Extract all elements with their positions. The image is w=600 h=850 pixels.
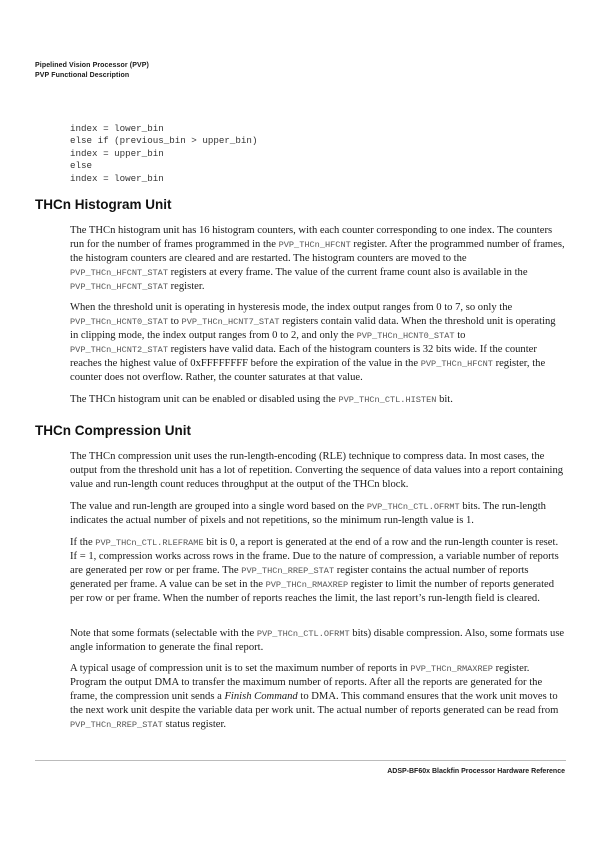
- register-name: PVP_THCn_HCNT0_STAT: [70, 317, 168, 327]
- code-line: else if (previous_bin > upper_bin): [70, 135, 258, 147]
- code-line: index = lower_bin: [70, 123, 164, 134]
- paragraph-text: The value and run-length are grouped into a single word based on the: [70, 501, 367, 512]
- register-name: PVP_THCn_CTL.RLEFRAME: [95, 538, 204, 548]
- header-title: [35, 61, 149, 71]
- paragraph-text: registers at every frame. The value of the current frame count also is available in the: [168, 267, 528, 278]
- paragraph: [70, 224, 565, 294]
- paragraph: [70, 450, 565, 492]
- header-title-text: Pipelined Vision Processor (PVP): [35, 62, 149, 69]
- register-name: PVP_THCn_CTL.HISTEN: [338, 395, 437, 405]
- register-name: PVP_THCn_HFCNT_STAT: [70, 282, 168, 292]
- pseudocode-block: [70, 123, 257, 185]
- paragraph-text: bit is 0, a report is generated at the end of a row and the run-length counter is reset. If = 1, compression works across rows in the frame. Due to the nature of compression, a variable number of reports are generated per row or per frame. The: [70, 537, 559, 576]
- register-name: PVP_THCn_CTL.OFRMT: [366, 502, 460, 512]
- paragraph-text: to DMA. This command ensures that the work unit moves to the next work unit despite the variable data per work unit. The actual number of reports generated can be read from: [70, 691, 559, 716]
- header-subtitle: [35, 71, 149, 81]
- code-line: index = lower_bin: [70, 172, 164, 184]
- paragraph-text: bits) disable compression. Also, some formats use angle information to generate the final report.: [70, 628, 565, 653]
- paragraph-text: register, the counter does not overflow. Rather, the counter saturates at that value.: [70, 358, 546, 383]
- paragraph: [70, 500, 565, 528]
- paragraph-text: to: [454, 330, 466, 341]
- register-name: PVP_THCn_RREP_STAT: [70, 720, 163, 730]
- code-line: else: [70, 160, 93, 172]
- paragraph-text: registers contain valid data. When the threshold unit is operating in clipping mode, the index output ranges from 0 to 2, and only the: [70, 316, 556, 341]
- section-heading-compression: THCn Compression Unit: [35, 423, 192, 438]
- register-name: PVP_THCn_RMAXREP: [410, 664, 493, 674]
- paragraph-text: When the threshold unit is operating in hysteresis mode, the index output ranges from 0 to 7, so only the: [70, 302, 513, 313]
- paragraph-text: The THCn histogram unit has 16 histogram counters, with each counter corresponding to one index. The counters run for the number of frames programmed in the: [70, 225, 553, 250]
- paragraph-text: The THCn compression unit uses the run-length-encoding (RLE) technique to compress data. In most cases, the output from the threshold unit has a lot of repetition. Converting the sequence of data values into a report containing value and run-length count reduces throughput at the output of the THCn block.: [70, 451, 564, 490]
- paragraph-text: If the: [70, 537, 96, 548]
- register-name: PVP_THCn_HFCNT_STAT: [70, 268, 168, 278]
- register-name: PVP_THCn_HFCNT: [420, 359, 493, 369]
- emphasis-term: Finish Command: [224, 691, 298, 702]
- running-footer: ADSP-BF60x Blackfin Processor Hardware Reference: [387, 768, 565, 775]
- paragraph-text: register. Program the output DMA to transfer the maximum number of reports. After all the reports are generated for the frame, the compression unit sends a: [70, 663, 543, 702]
- paragraph-text: The THCn histogram unit can be enabled or disabled using the: [70, 394, 339, 405]
- register-name: PVP_THCn_HCNT0_STAT: [356, 331, 455, 341]
- paragraph-text: register to limit the number of reports generated per row or per frame. When the number of reports reaches the limit, the last report’s run-length field is cleared.: [70, 579, 555, 604]
- header-subtitle-text: PVP Functional Description: [35, 72, 130, 79]
- register-name: PVP_THCn_HCNT7_STAT: [181, 317, 280, 327]
- footer-rule: [35, 760, 566, 761]
- register-name: PVP_THCn_HFCNT: [278, 240, 351, 250]
- paragraph: [70, 662, 565, 732]
- register-name: PVP_THCn_RMAXREP: [265, 580, 349, 590]
- paragraph: [70, 627, 565, 655]
- paragraph-text: register. After the programmed number of frames, the histogram counters are cleared and are restarted. The histogram counters are moved to the: [70, 239, 565, 264]
- code-line: index = upper_bin: [70, 147, 164, 159]
- paragraph-text: register.: [168, 281, 205, 292]
- running-header: [35, 61, 149, 81]
- paragraph-text: bits. The run-length indicates the actual number of pixels and not repetitions, so the minimum run-length value is 1.: [70, 501, 546, 526]
- register-name: PVP_THCn_CTL.OFRMT: [256, 629, 350, 639]
- paragraph: [70, 393, 565, 407]
- paragraph-text: to: [168, 316, 182, 327]
- paragraph-text: status register.: [162, 719, 227, 730]
- paragraph-text: register contains the actual number of reports generated per frame. A value can be set in the: [70, 565, 529, 590]
- register-name: PVP_THCn_HCNT2_STAT: [70, 345, 168, 355]
- paragraph: [70, 301, 565, 385]
- paragraph: [70, 536, 565, 606]
- paragraph-text: registers have valid data. Each of the histogram counters is 32 bits wide. If the counter reaches the highest value of 0xFFFFFFFF before the expiration of the value in the: [70, 344, 537, 369]
- paragraph-text: A typical usage of compression unit is to set the maximum number of reports in: [70, 663, 411, 674]
- section-heading-histogram: THCn Histogram Unit: [35, 197, 172, 212]
- paragraph-text: bit.: [436, 394, 453, 405]
- register-name: PVP_THCn_RREP_STAT: [241, 566, 335, 576]
- paragraph-text: Note that some formats (selectable with the: [70, 628, 257, 639]
